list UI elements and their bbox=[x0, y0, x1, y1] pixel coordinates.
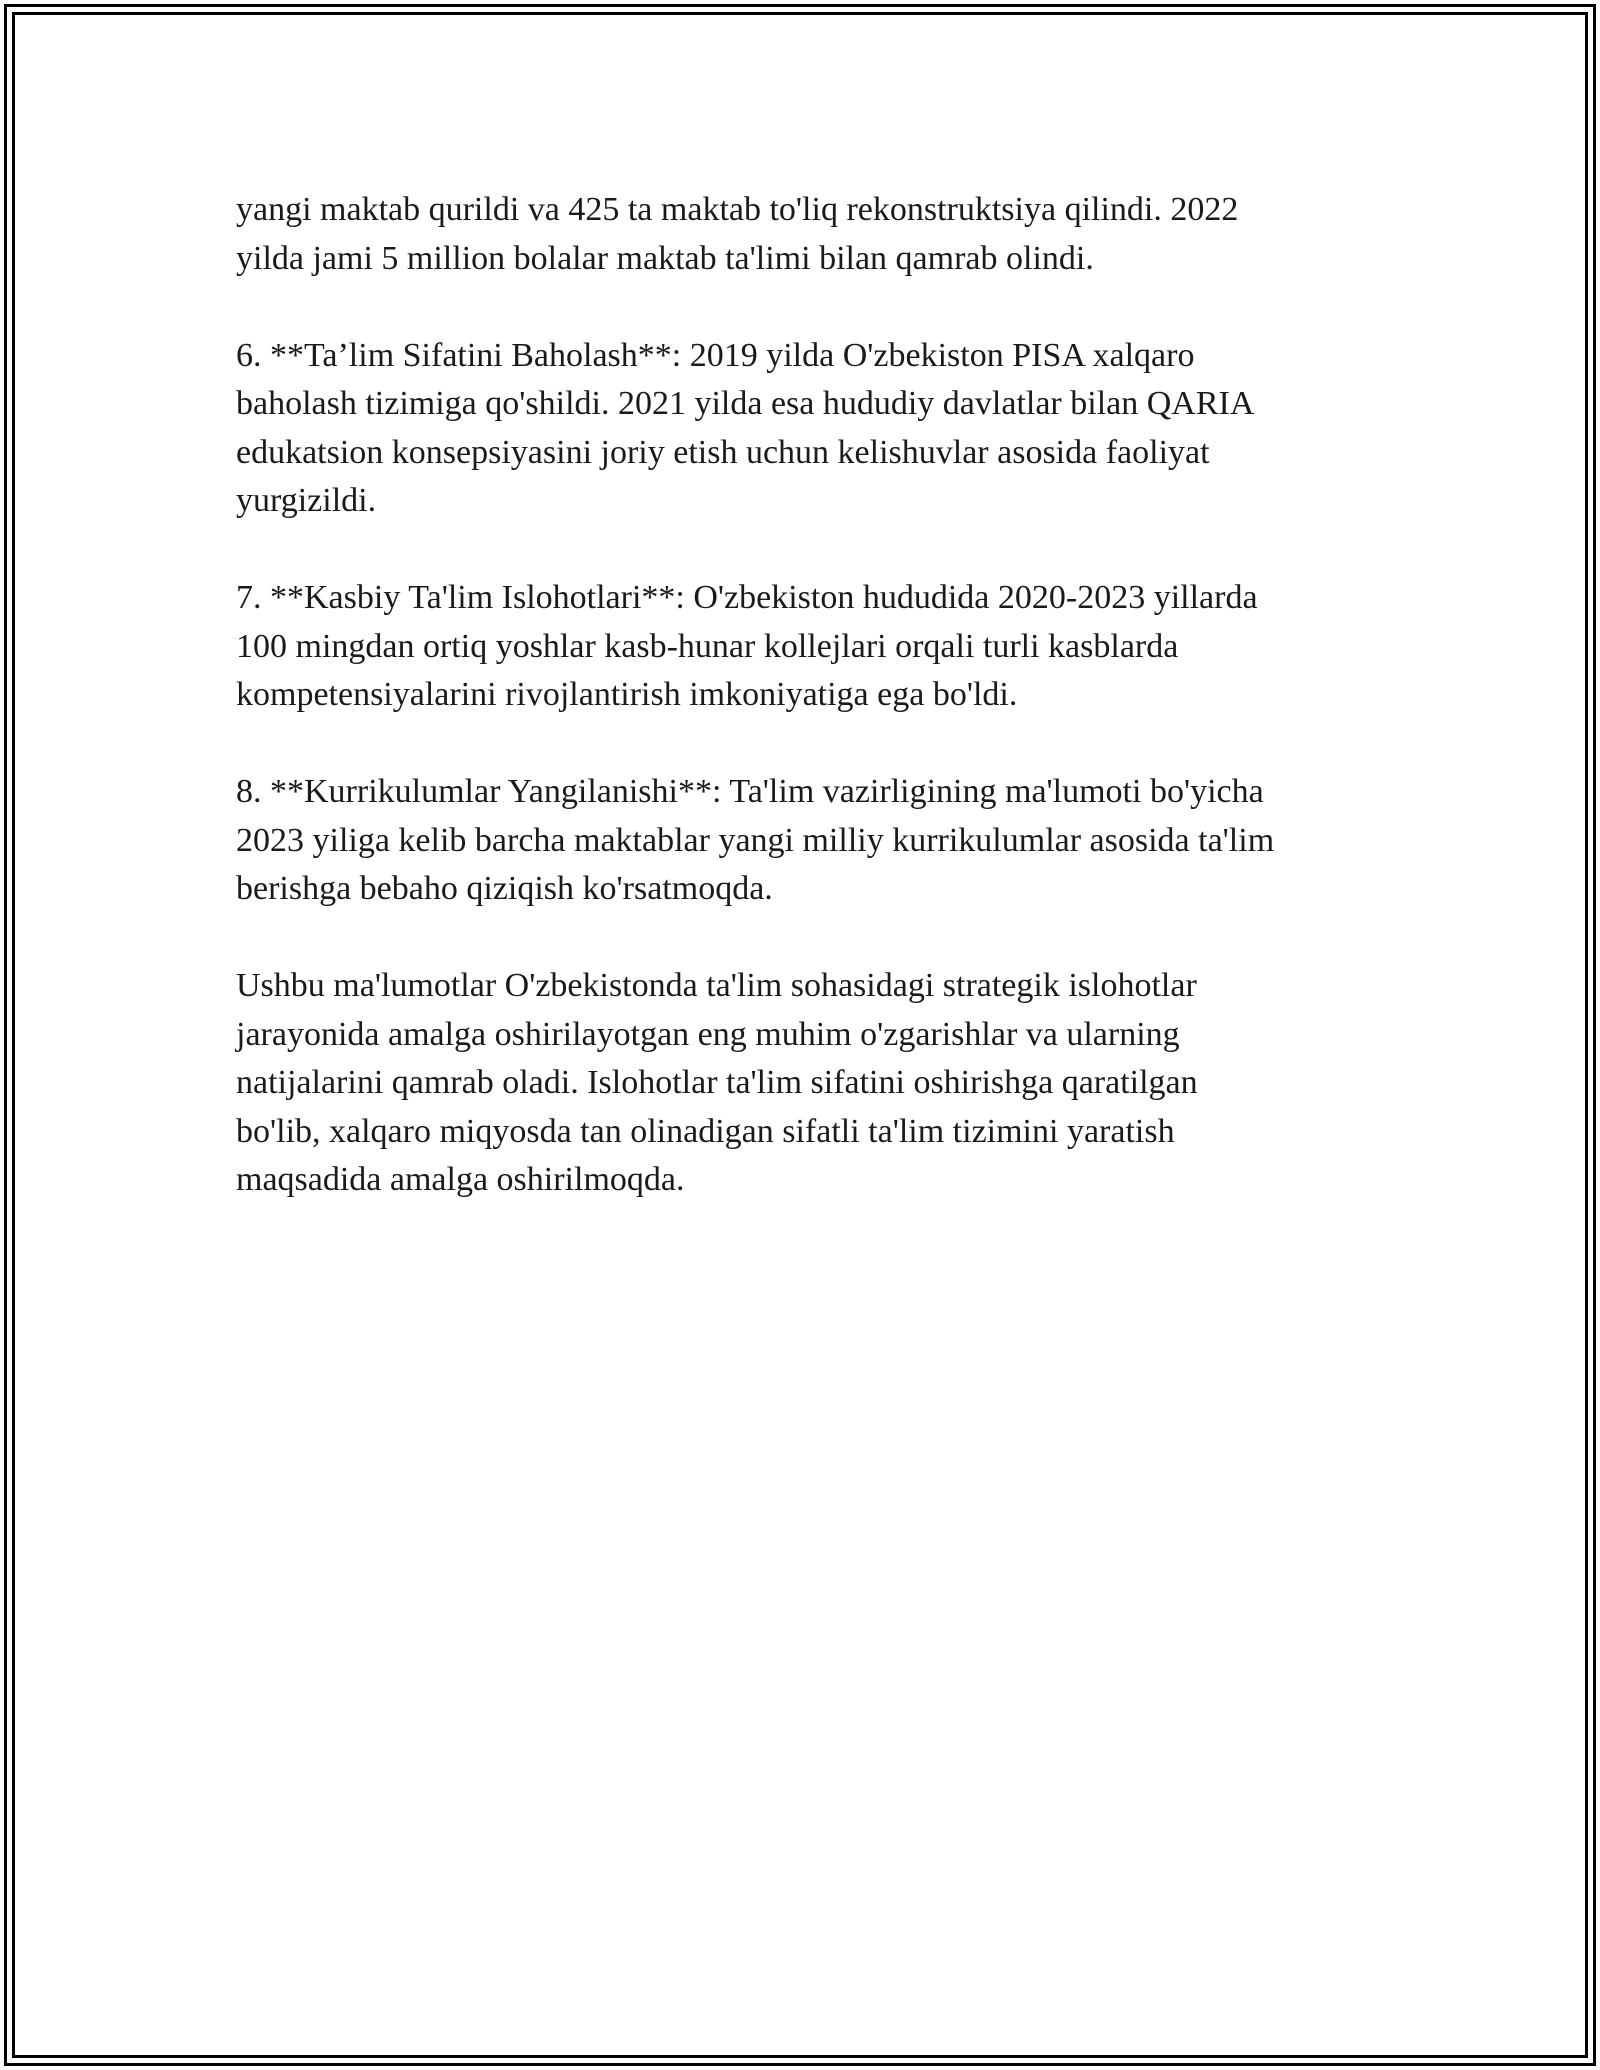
text-line: 6. **Ta’lim Sifatini Baholash**: 2019 yilda O'zbekiston PISA xalqaro bbox=[236, 336, 1195, 374]
text-line: 8. **Kurrikulumlar Yangilanishi**: Ta'lim vazirligining ma'lumoti bo'yicha bbox=[236, 773, 1264, 810]
paragraph-item-7 bbox=[236, 574, 1396, 720]
text-line: kompetensiyalarini rivojlantirish imkoniyatiga ega bo'ldi. bbox=[236, 676, 1018, 713]
paragraph-item-8 bbox=[236, 768, 1396, 914]
text-line: jarayonida amalga oshirilayotgan eng muhim o'zgarishlar va ularning bbox=[236, 1015, 1180, 1053]
paragraph-conclusion bbox=[236, 962, 1396, 1205]
text-line: 2023 yiliga kelib barcha maktablar yangi milliy kurrikulumlar asosida ta'lim bbox=[236, 821, 1275, 859]
text-line: yilda jami 5 million bolalar maktab ta'limi bilan qamrab olindi. bbox=[236, 239, 1094, 277]
text-line: natijalarini qamrab oladi. Islohotlar ta'lim sifatini oshirishga qaratilgan bbox=[236, 1064, 1198, 1101]
text-line: 7. **Kasbiy Ta'lim Islohotlari**: O'zbekiston hududida 2020-2023 yillarda bbox=[236, 579, 1258, 616]
text-line: baholash tizimiga qo'shildi. 2021 yilda esa hududiy davlatlar bilan QARIA bbox=[236, 385, 1255, 422]
text-line: yangi maktab qurildi va 425 ta maktab to'liq rekonstruktsiya qilindi. 2022 bbox=[236, 191, 1239, 228]
text-line: bo'lib, xalqaro miqyosda tan olinadigan sifatli ta'lim tizimini yaratish bbox=[236, 1112, 1175, 1150]
text-line: edukatsion konsepsiyasini joriy etish uchun kelishuvlar asosida faoliyat bbox=[236, 433, 1210, 471]
text-line: maqsadida amalga oshirilmoqda. bbox=[236, 1161, 685, 1198]
text-line: Ushbu ma'lumotlar O'zbekistonda ta'lim sohasidagi strategik islohotlar bbox=[236, 967, 1197, 1004]
text-line: berishga bebaho qiziqish ko'rsatmoqda. bbox=[236, 870, 773, 907]
text-line: yurgizildi. bbox=[236, 482, 377, 519]
document-body bbox=[236, 186, 1396, 1253]
paragraph-school-construction bbox=[236, 186, 1396, 283]
paragraph-item-6 bbox=[236, 332, 1396, 526]
text-line: 100 mingdan ortiq yoshlar kasb-hunar kollejlari orqali turli kasblarda bbox=[236, 627, 1179, 665]
